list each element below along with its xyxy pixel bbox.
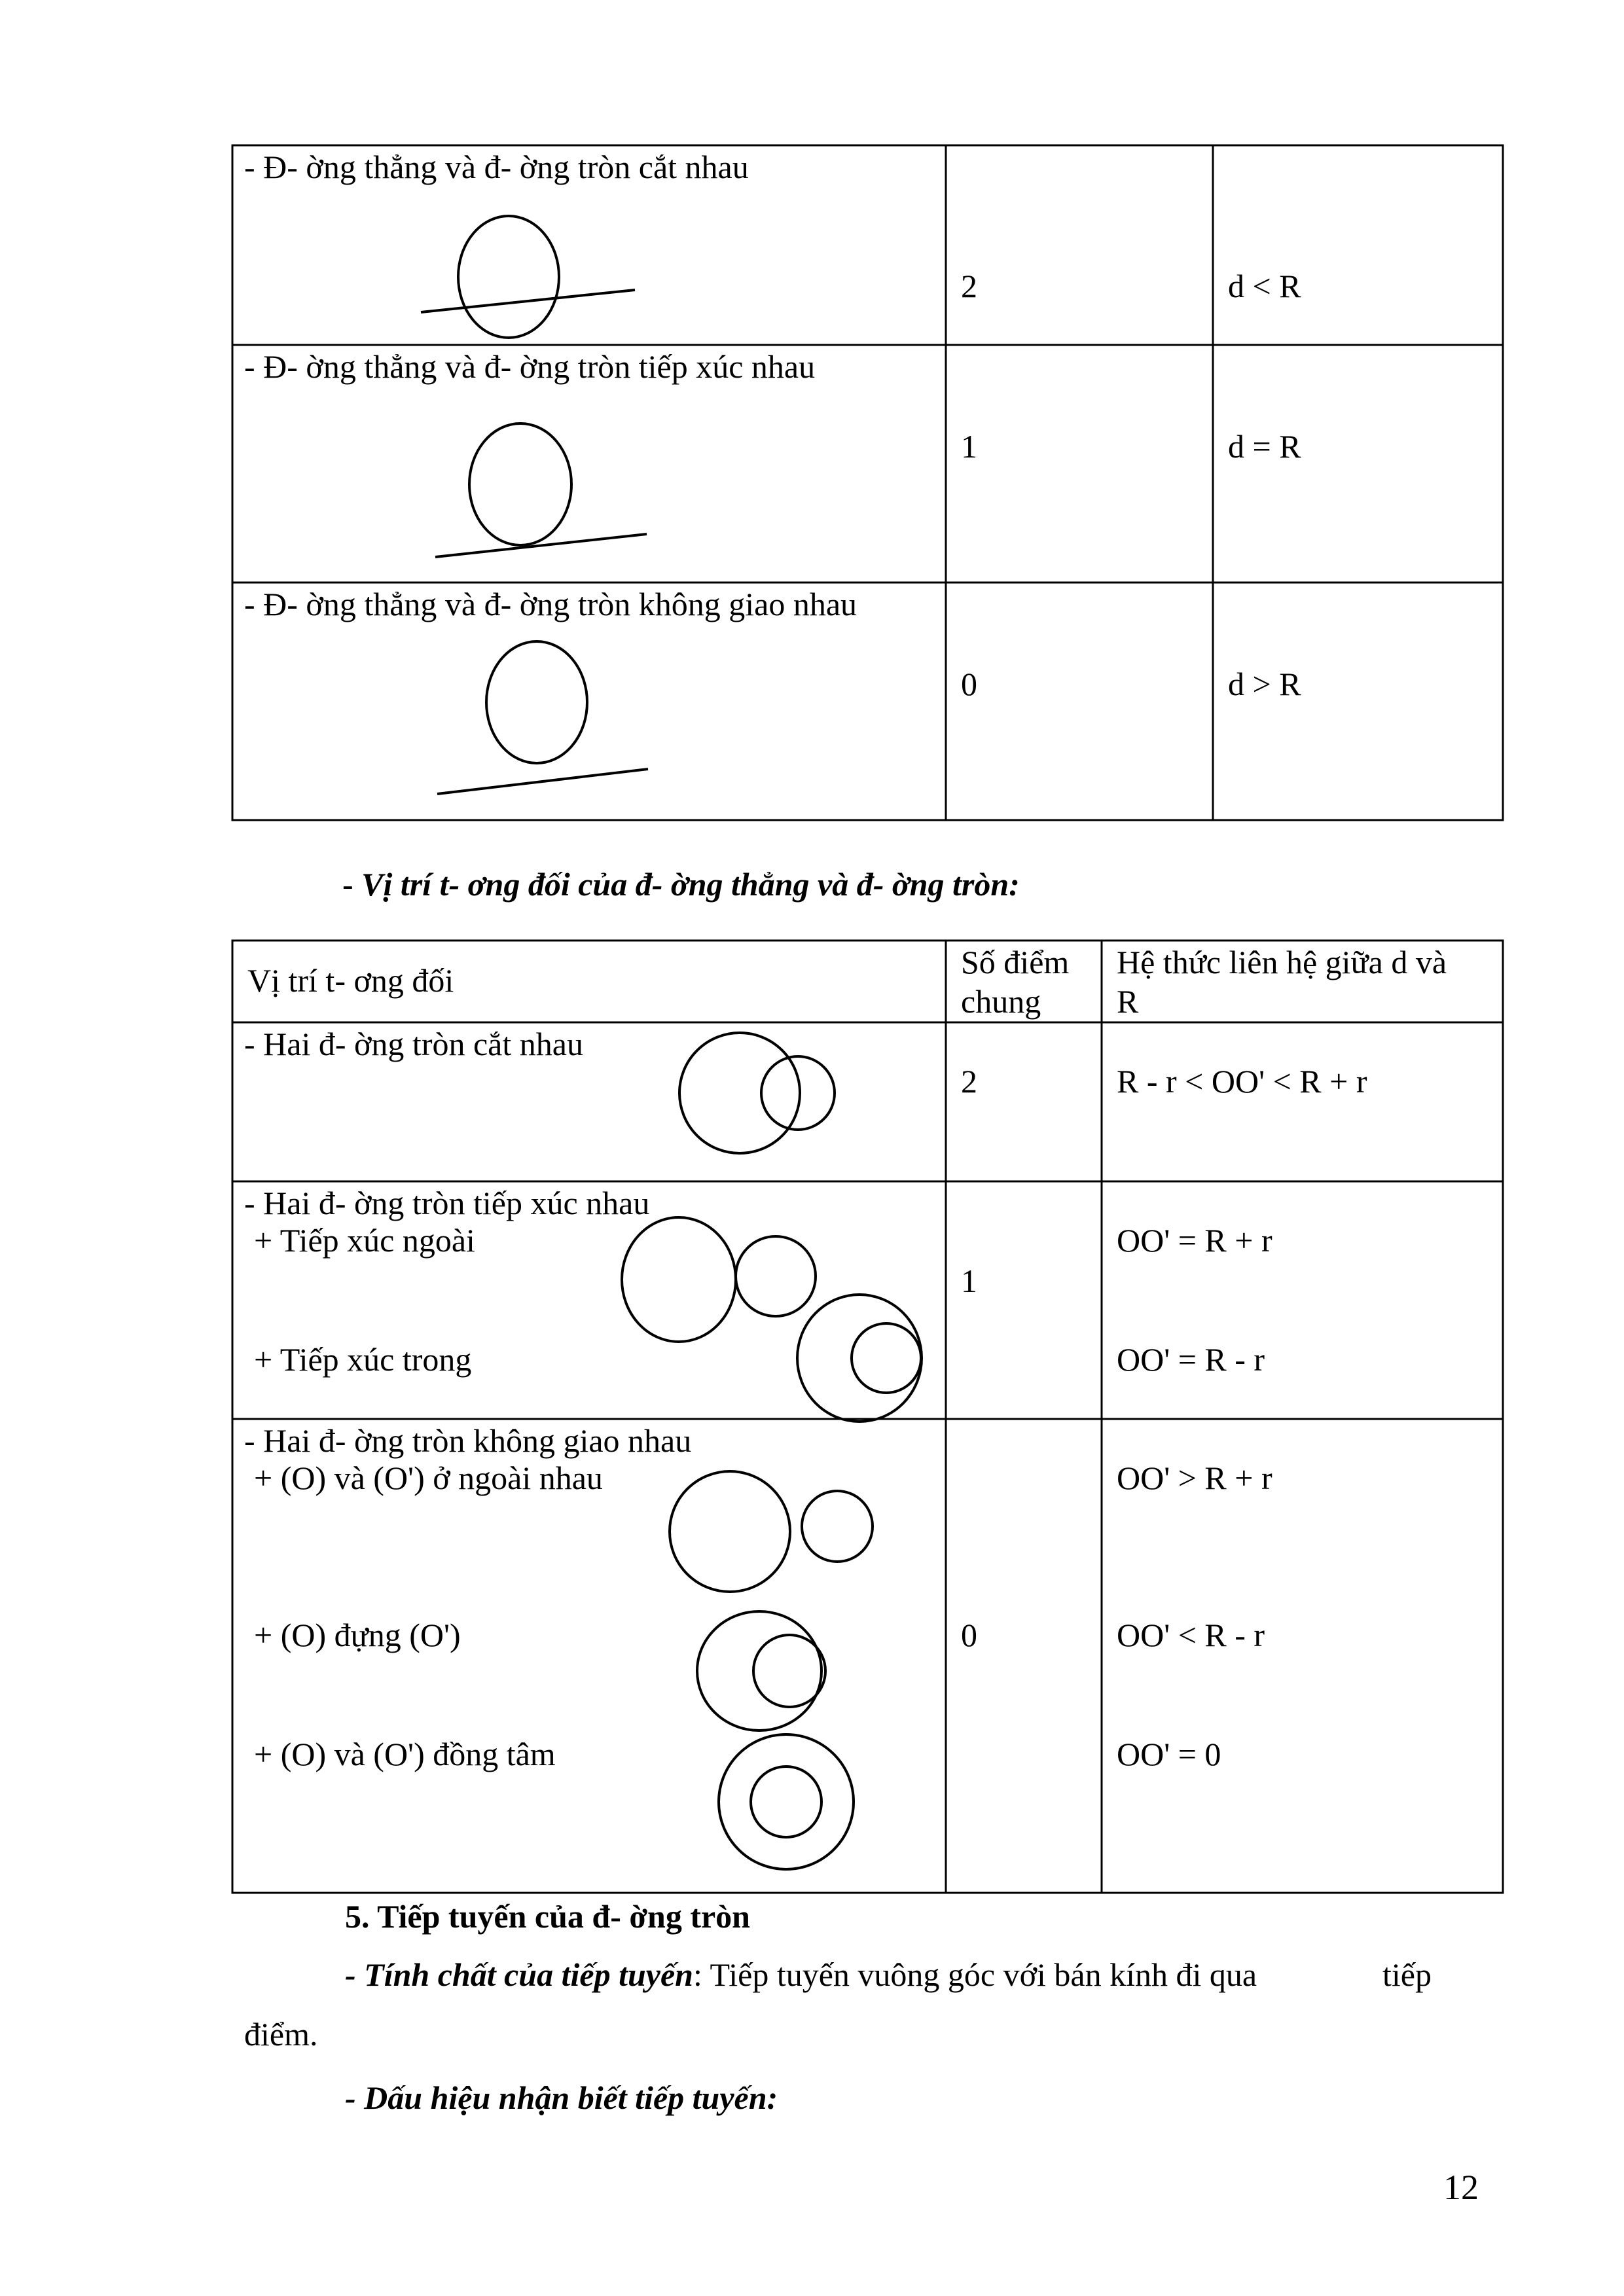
- table2-row1-points: 2: [961, 1063, 977, 1100]
- outside-big-circle: [670, 1471, 790, 1592]
- table2-row2-sub1: + Tiếp xúc ngoài: [254, 1222, 475, 1259]
- table1-row1-points: 2: [961, 268, 977, 304]
- table2-header-relation-line2: R: [1117, 983, 1139, 1020]
- section5-property-text: : Tiếp tuyến vuông góc với bán kính đi qua: [693, 1956, 1257, 1993]
- table2-row1-relation: R - r < OO' < R + r: [1117, 1063, 1367, 1100]
- table1-row2-relation: d = R: [1228, 428, 1301, 465]
- table2-header-points-line1: Số điểm: [961, 944, 1070, 980]
- table2-row3-sub1: + (O) và (O') ở ngoài nhau: [254, 1460, 603, 1496]
- table2-row3-label: - Hai đ- ờng tròn không giao nhau: [244, 1422, 692, 1459]
- concentric-small-circle: [751, 1767, 821, 1837]
- table2-row3-relation3: OO' = 0: [1117, 1736, 1221, 1772]
- section5-sign-label: - Dấu hiệu nhận biết tiếp tuyến:: [345, 2079, 778, 2116]
- table2-row2-label: - Hai đ- ờng tròn tiếp xúc nhau: [244, 1185, 650, 1221]
- table2-row2-sub2: + Tiếp xúc trong: [254, 1341, 472, 1378]
- table2-row1-label: - Hai đ- ờng tròn cắt nhau: [244, 1026, 583, 1062]
- table2-row3-relation1: OO' > R + r: [1117, 1460, 1272, 1496]
- table2-header-relation-line1: Hệ thức liên hệ giữa d và: [1117, 944, 1447, 980]
- table2-row3-sub3: + (O) và (O') đồng tâm: [254, 1736, 556, 1772]
- page-number: 12: [1443, 2168, 1479, 2207]
- table2-row3-points: 0: [961, 1617, 977, 1653]
- section5-property-line: [345, 1955, 1257, 1994]
- section5-property-tail: tiếp: [1382, 1956, 1432, 1993]
- table2-row2-relation1: OO' = R + r: [1117, 1222, 1272, 1259]
- table2-row3-relation2: OO' < R - r: [1117, 1617, 1265, 1653]
- table2-header-points-line2: chung: [961, 983, 1041, 1020]
- table1-row1-relation: d < R: [1228, 268, 1301, 304]
- section5-property-label: - Tính chất của tiếp tuyến: [345, 1956, 693, 1993]
- table1-row3-relation: d > R: [1228, 666, 1301, 702]
- table2-row3-sub2: + (O) đựng (O'): [254, 1617, 461, 1653]
- table1-row3-label: - Đ- ờng thẳng và đ- ờng tròn không giao nhau: [244, 586, 857, 622]
- table2-row2-relation2: OO' = R - r: [1117, 1341, 1265, 1378]
- outside-small-circle: [802, 1491, 873, 1562]
- table1-row2-label: - Đ- ờng thẳng và đ- ờng tròn tiếp xúc nhau: [244, 348, 816, 385]
- table1-row1-label: - Đ- ờng thẳng và đ- ờng tròn cắt nhau: [244, 149, 749, 185]
- concentric-big-circle: [719, 1734, 854, 1869]
- table1-row2-points: 1: [961, 428, 977, 465]
- table2-row2-points: 1: [961, 1263, 977, 1299]
- table1-row3-points: 0: [961, 666, 977, 702]
- table2-header-position: Vị trí t- ơng đối: [247, 962, 454, 999]
- section-heading-text: Vị trí t- ơng đối của đ- ờng thẳng và đ- ờng tròn:: [361, 866, 1020, 903]
- contain-big-circle: [697, 1611, 821, 1731]
- section-heading-dash: -: [342, 866, 362, 903]
- section5-property-cont: điểm.: [244, 2016, 318, 2053]
- contain-small-circle: [753, 1635, 825, 1707]
- section5-title: 5. Tiếp tuyến của đ- ờng tròn: [345, 1898, 750, 1935]
